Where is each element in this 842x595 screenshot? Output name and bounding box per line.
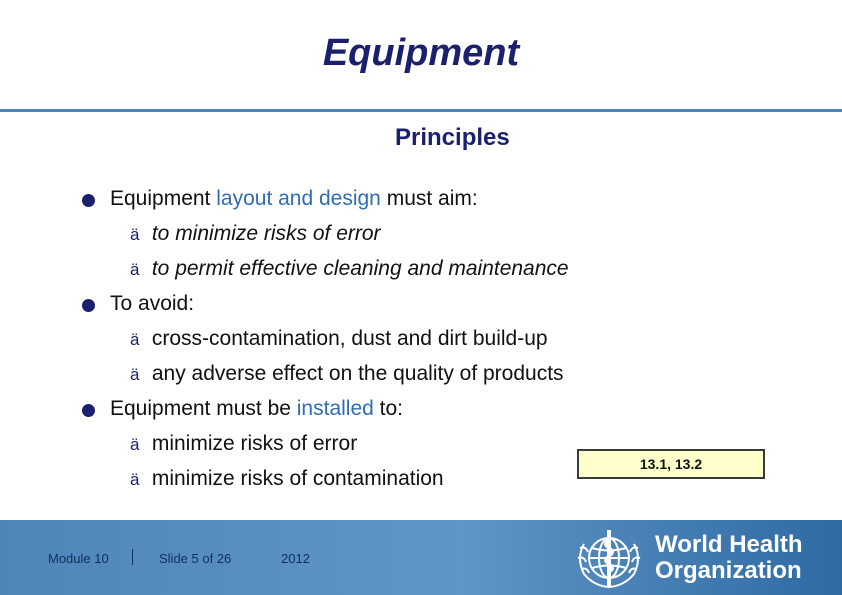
slide-number: Slide 5 of 26 [159,551,232,566]
footer-year: 2012 [281,551,310,566]
arrow-bullet-icon: ä [130,260,140,279]
reference-box: 13.1, 13.2 [577,449,765,479]
arrow-bullet-icon: ä [130,225,140,244]
who-emblem-icon [572,526,646,590]
slide-title: Equipment [322,32,520,74]
bullet-dot-icon [82,404,95,417]
slide-subtitle: Principles [395,124,510,151]
sub-bullet-item: ä cross-contamination, dust and dirt build-up [130,327,548,350]
bullet-item: To avoid: [110,292,194,316]
sub-bullet-item: ä minimize risks of error [130,432,358,455]
bullet-dot-icon [82,299,95,312]
module-label: Module 10 [48,551,109,566]
footer-bar [0,520,842,595]
arrow-bullet-icon: ä [130,330,140,349]
bullet-item: Equipment layout and design must aim: [110,187,478,211]
arrow-bullet-icon: ä [130,470,140,489]
sub-bullet-item: ä to minimize risks of error [130,222,381,245]
sub-bullet-item: ä to permit effective cleaning and maintenance [130,257,569,280]
sub-bullet-item: ä any adverse effect on the quality of products [130,362,564,385]
arrow-bullet-icon: ä [130,365,140,384]
organization-name: World Health Organization [655,531,803,584]
bullet-item: Equipment must be installed to: [110,397,403,421]
arrow-bullet-icon: ä [130,435,140,454]
bullet-dot-icon [82,194,95,207]
footer-divider [132,549,133,565]
sub-bullet-item: ä minimize risks of contamination [130,467,444,490]
